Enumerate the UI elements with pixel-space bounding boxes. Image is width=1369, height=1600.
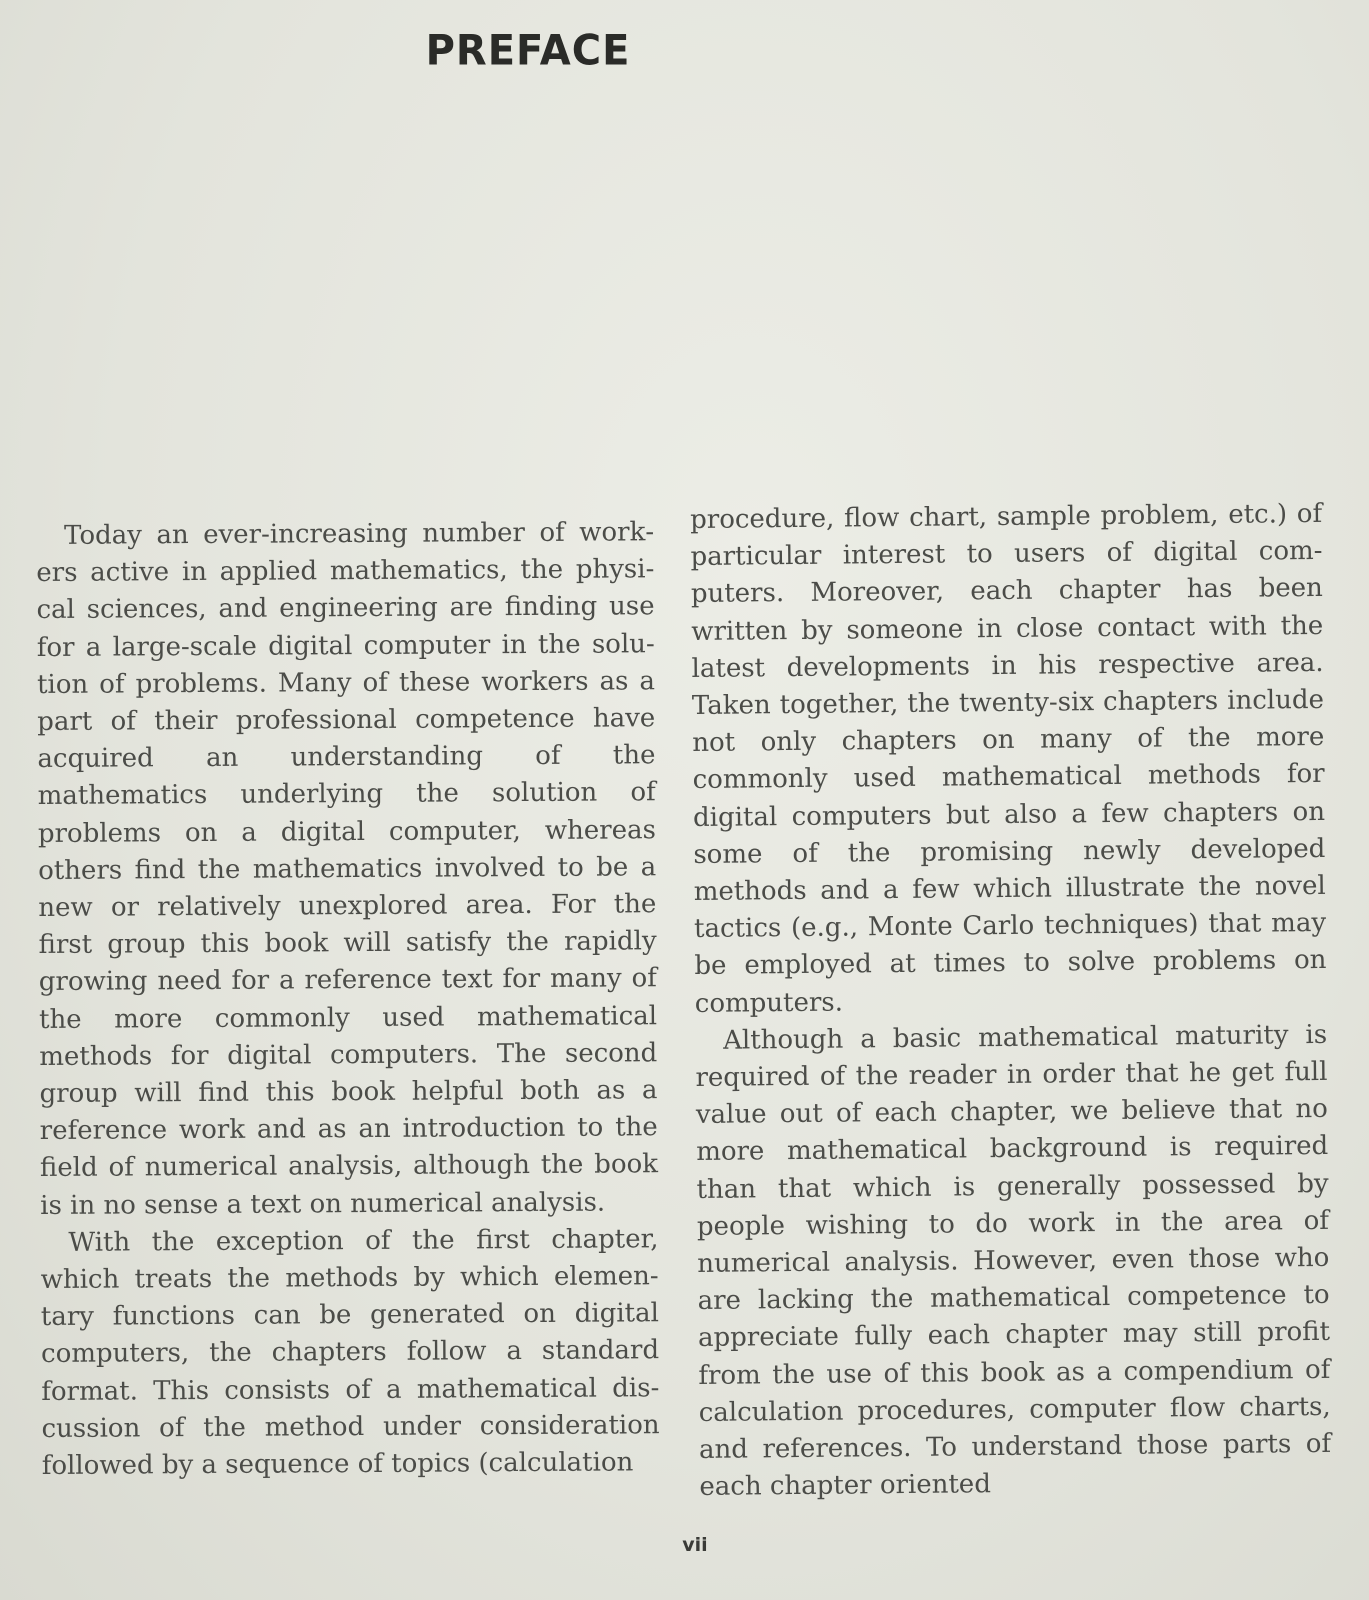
right-column [690, 496, 1332, 1507]
left-column [36, 514, 660, 1485]
paragraph-continuation: procedure, flow chart, sample problem, etc.) of particular interest to users of digital computers. Moreover, each chapter has been written by someone in close contact with the latest developments in his respective area. Taken together, the twenty-six chapters include not only chapters on many of the more commonly used mathematical methods for digital computers but also a few chapters on some of the promising newly developed methods and a few which illustrate the novel tactics (e.g., Monte Carlo techniques) that may be employed at times to solve problems on computers. [690, 498, 1327, 1019]
page-number: vii [682, 1534, 708, 1556]
paragraph-reader-background: Although a basic mathematical maturity is required of the reader in order that he get full value out of each chapter, we believe that no more mathematical background is required than that which is generally possessed by people wishing to do work in the area of numerical analysis. However, even those who are lacking the mathematical competence to appreciate fully each chapter may still profit from the use of this book as a compendium of calculation procedures, computer flow charts, and references. To understand those parts of each chapter oriented [695, 1019, 1332, 1503]
paragraph-intro: Today an ever-increasing number of workers active in applied mathematics, the physical sciences, and engineering are finding use for a large-scale digital computer in the solution of problems. Many of these workers as a part of their professional competence have acquired an understanding of the mathematics underlying the solution of problems on a digital computer, whereas others find the mathematics involved to be a new or relatively unexplored area. For the first group this book will satisfy the rapidly growing need for a reference text for many of the more commonly used mathematical methods for digital computers. The second group will find this book helpful both as a reference work and as an introduction to the field of numerical analysis, although the book is in no sense a text on numerical analysis. [36, 517, 659, 1221]
paragraph-chapter-format: With the exception of the first chapter, which treats the methods by which elementary functions can be generated on digital computers, the chapters follow a standard format. This consists of a mathematical discussion of the method under consideration followed by a sequence of topics (calculation [40, 1224, 660, 1482]
page-title: PREFACE [425, 26, 631, 76]
